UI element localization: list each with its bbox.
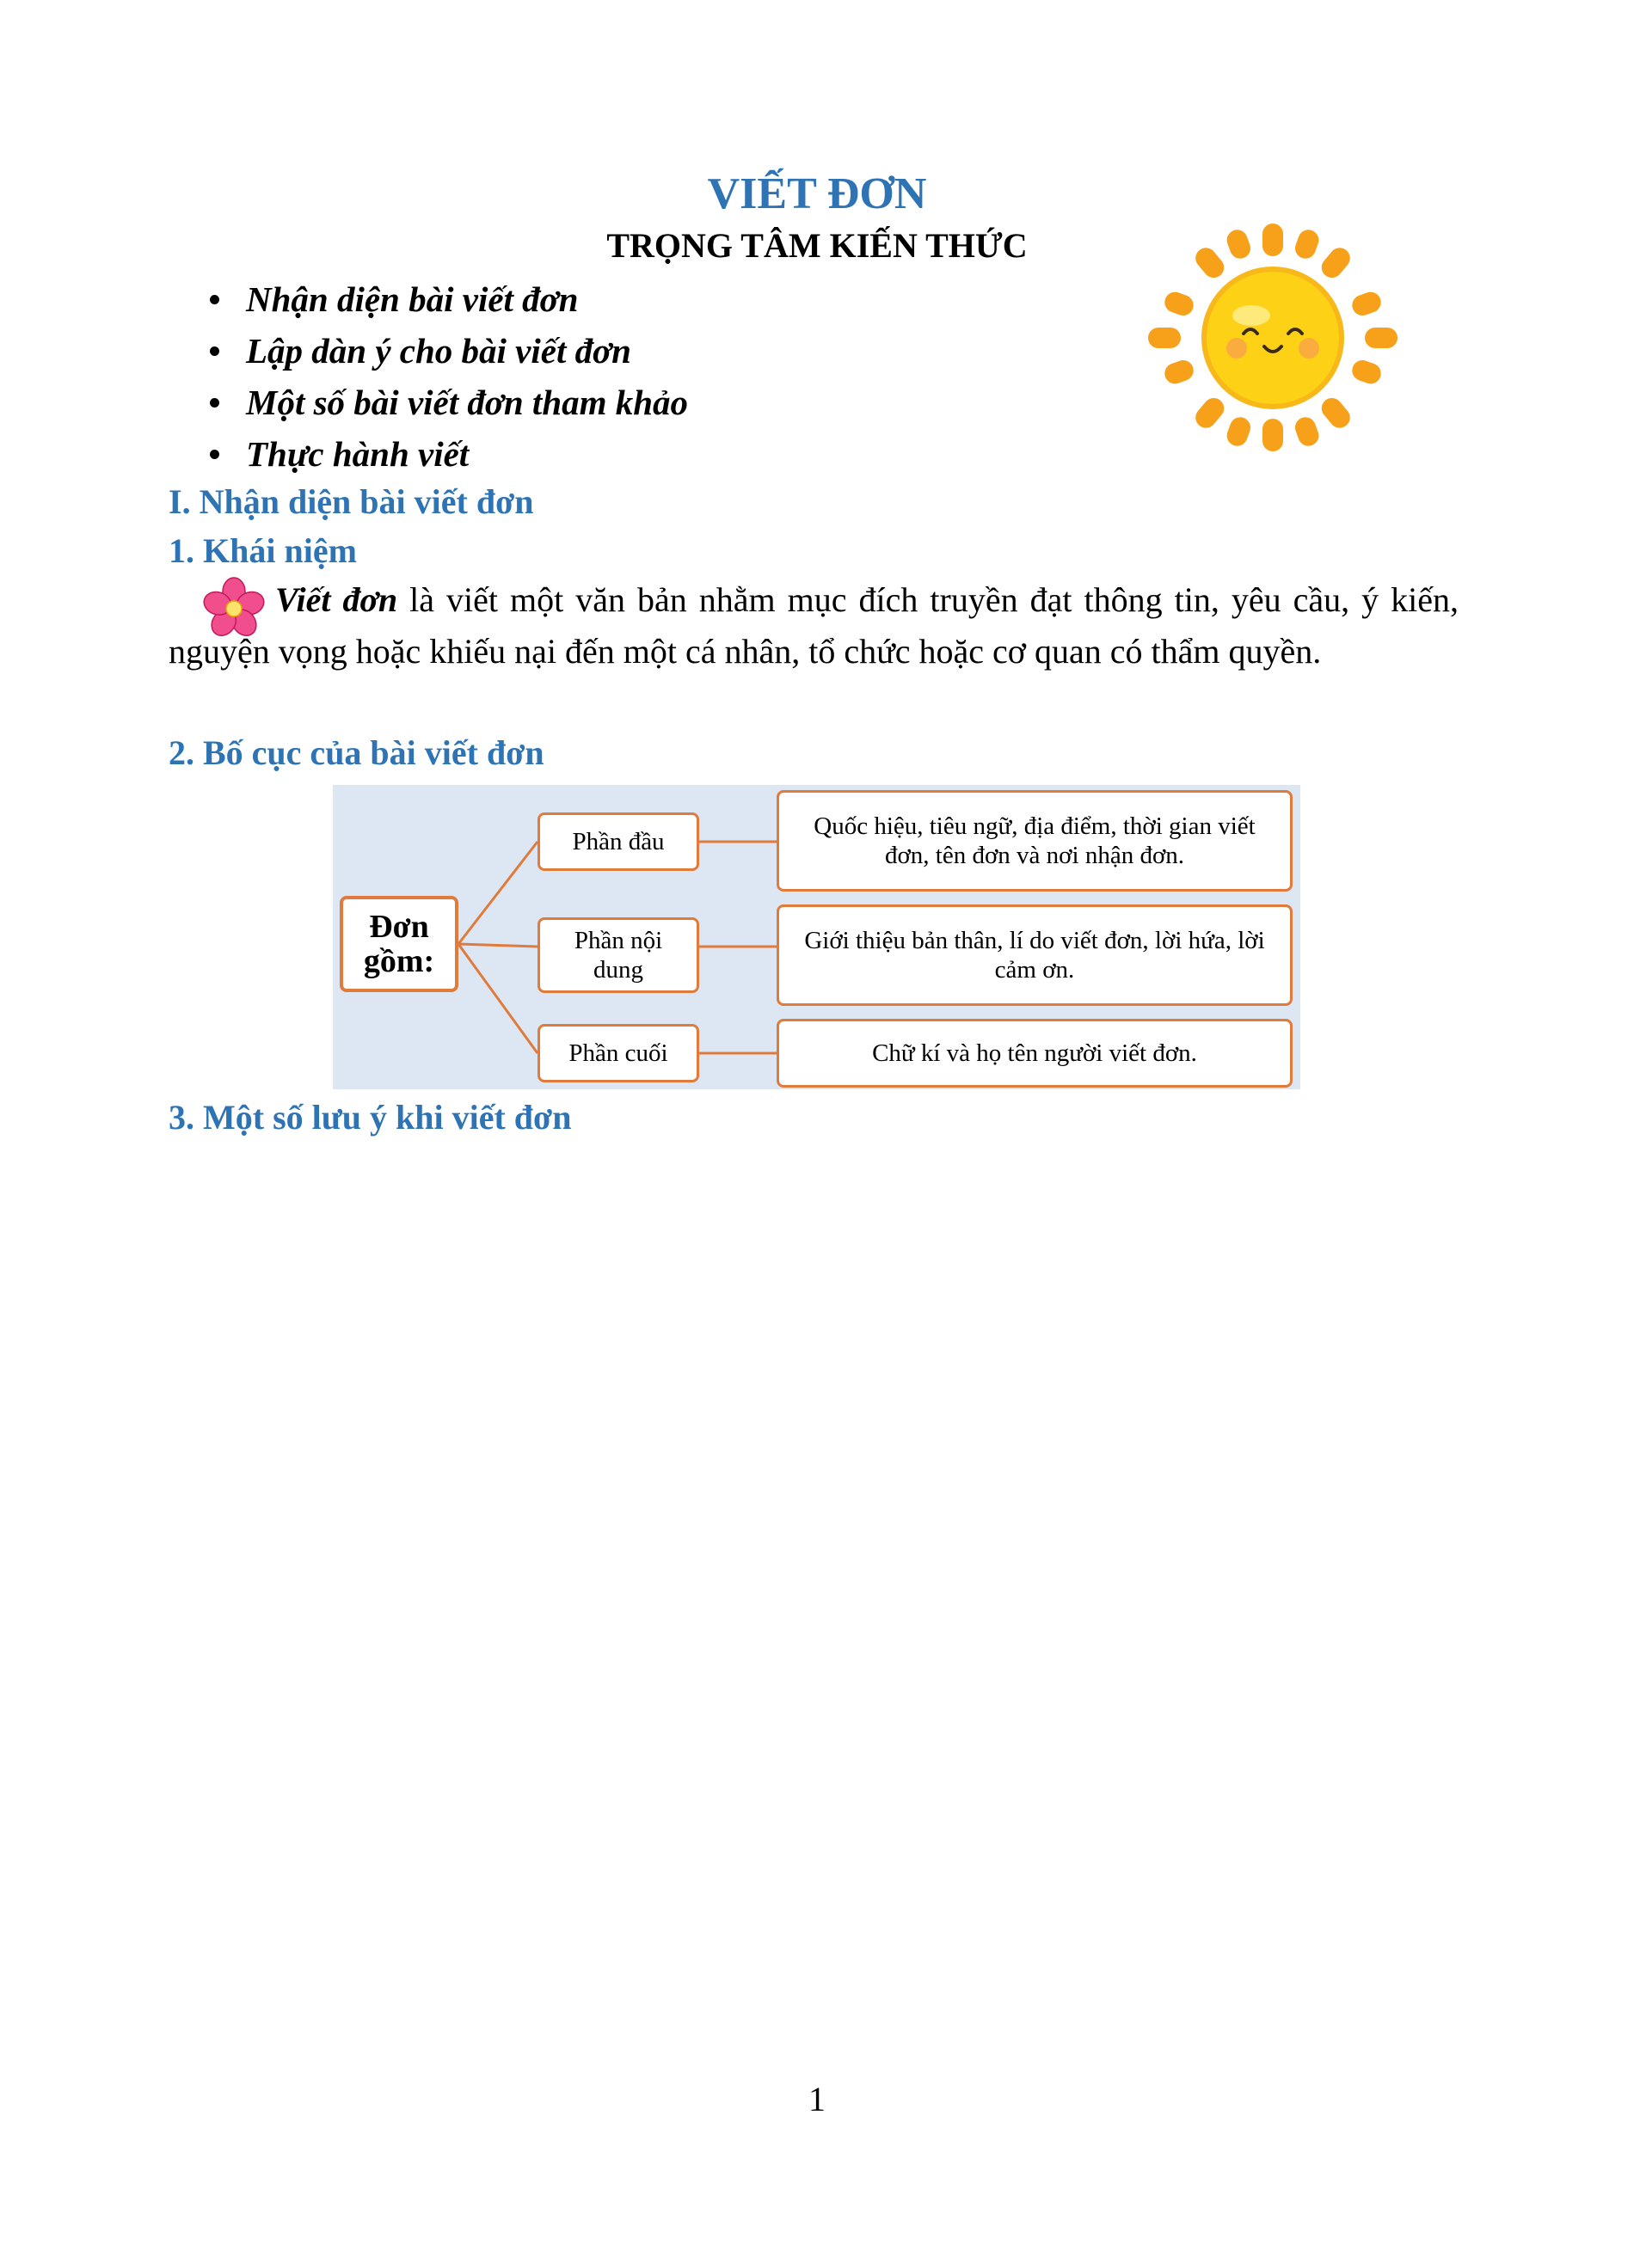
definition-text: là viết một văn bản nhằm mục đích truyền đạt thông tin, yêu cầu, ý kiến, nguyện vọng hoặc khiếu nại đến một cá nhân, tổ chức hoặc cơ quan có thẩm quyền. (169, 580, 1459, 671)
bullet-icon (210, 346, 219, 356)
list-item (206, 325, 688, 377)
page-subtitle: TRỌNG TÂM KIẾN THỨC (606, 226, 1028, 265)
list-item (206, 273, 688, 325)
subsection-heading: 3. Một số lưu ý khi viết đơn (169, 1098, 572, 1137)
subsection-heading: 2. Bố cục của bài viết đơn (169, 733, 544, 772)
section-heading: I. Nhận diện bài viết đơn (169, 482, 534, 521)
subsection-heading: 1. Khái niệm (169, 531, 357, 570)
list-item (206, 428, 688, 480)
definition-paragraph (169, 574, 1459, 677)
diagram-detail-head: Quốc hiệu, tiêu ngữ, địa điểm, thời gian viết đơn, tên đơn và nơi nhận đơn. (777, 790, 1293, 892)
objective-label: Lập dàn ý cho bài viết đơn (246, 331, 631, 371)
page-number: 1 (808, 2080, 826, 2118)
page-title: VIẾT ĐƠN (707, 169, 927, 218)
objective-label: Một số bài viết đơn tham khảo (246, 383, 689, 422)
diagram-part-body: Phần nội dung (538, 917, 699, 993)
objective-label: Thực hành viết (246, 434, 470, 474)
bullet-icon (210, 398, 219, 408)
objective-label: Nhận diện bài viết đơn (246, 279, 579, 319)
sun-icon (1144, 219, 1402, 456)
definition-term: Viết đơn (275, 580, 398, 619)
diagram-detail-body: Giới thiệu bản thân, lí do viết đơn, lời hứa, lời cảm ơn. (777, 904, 1293, 1006)
objectives-list (206, 273, 688, 480)
diagram-part-end: Phần cuối (538, 1024, 699, 1082)
bullet-icon (210, 295, 219, 304)
diagram-root: Đơn gồm: (340, 896, 458, 992)
list-item (206, 377, 688, 428)
diagram-detail-end: Chữ kí và họ tên người viết đơn. (777, 1019, 1293, 1088)
diagram-part-head: Phần đầu (538, 812, 699, 871)
bullet-icon (210, 450, 219, 459)
structure-diagram (333, 785, 1300, 1089)
